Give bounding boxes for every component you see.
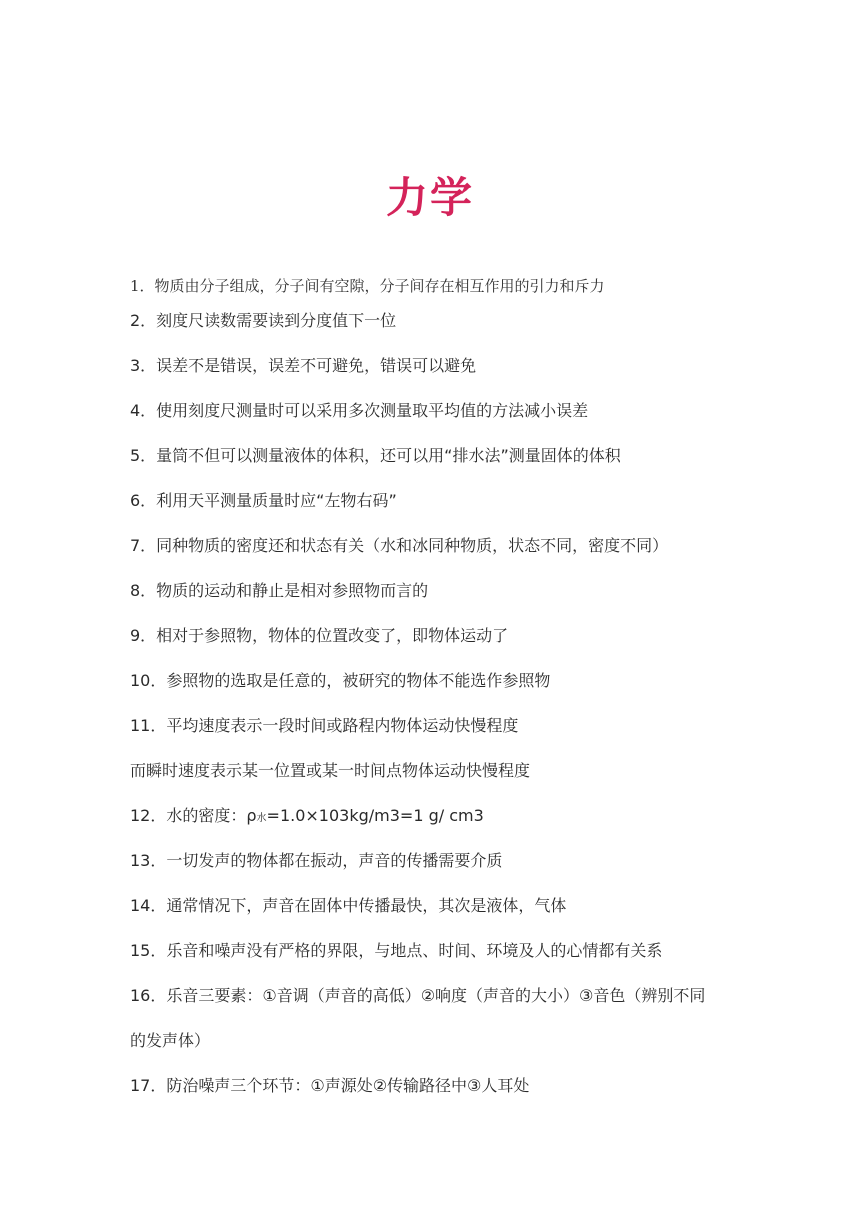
list-item-15: 15．乐音和噪声没有严格的界限，与地点、时间、环境及人的心情都有关系	[130, 941, 663, 960]
density-subscript: 水	[256, 813, 267, 824]
list-item-10: 10．参照物的选取是任意的，被研究的物体不能选作参照物	[130, 671, 551, 690]
page-title: 力学	[385, 173, 474, 222]
list-item-2: 2．刻度尺读数需要读到分度值下一位	[130, 311, 397, 330]
list-item-1: 1．物质由分子组成，分子间有空隙，分子间存在相互作用的引力和斥力	[130, 277, 605, 295]
list-item-7: 7．同种物质的密度还和状态有关（水和冰同种物质，状态不同，密度不同）	[130, 536, 669, 555]
list-item-17: 17．防治噪声三个环节：①声源处②传输路径中③人耳处	[130, 1076, 530, 1095]
list-item-3: 3．误差不是错误，误差不可避免，错误可以避免	[130, 356, 477, 375]
list-item-6: 6．利用天平测量质量时应“左物右码”	[130, 491, 397, 510]
list-item-16-continued: 的发声体）	[130, 1031, 211, 1050]
list-item-9: 9．相对于参照物，物体的位置改变了，即物体运动了	[130, 626, 509, 645]
list-item-8: 8．物质的运动和静止是相对参照物而言的	[130, 581, 429, 600]
list-item-11: 11．平均速度表示一段时间或路程内物体运动快慢程度	[130, 716, 519, 735]
list-item-12	[130, 804, 484, 831]
density-label: 12．水的密度：ρ	[130, 806, 257, 825]
density-value: =1.0×103kg/m3=1 g/ cm3	[266, 806, 484, 825]
list-item-5: 5．量筒不但可以测量液体的体积，还可以用“排水法”测量固体的体积	[130, 446, 621, 465]
list-item-16: 16．乐音三要素：①音调（声音的高低）②响度（声音的大小）③音色（辨别不同	[130, 986, 706, 1005]
list-item-14: 14．通常情况下，声音在固体中传播最快，其次是液体，气体	[130, 896, 567, 915]
list-item-11-continued: 而瞬时速度表示某一位置或某一时间点物体运动快慢程度	[130, 761, 531, 780]
list-item-13: 13．一切发声的物体都在振动，声音的传播需要介质	[130, 851, 503, 870]
list-item-4: 4．使用刻度尺测量时可以采用多次测量取平均值的方法减小误差	[130, 401, 589, 420]
